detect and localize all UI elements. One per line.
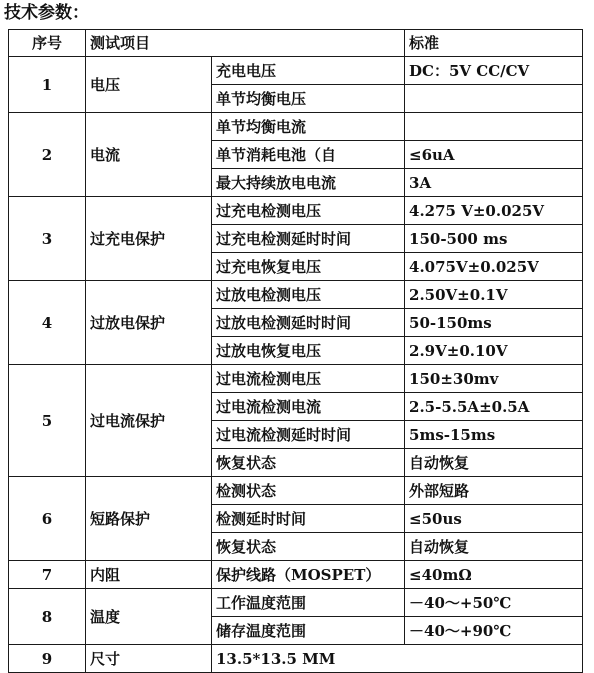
- test-item-name: 内阻: [86, 561, 212, 589]
- standard-value: 50-150ms: [405, 309, 583, 337]
- test-item-name: 电压: [86, 57, 212, 113]
- table-row: [9, 561, 583, 589]
- standard-value: 2.9V±0.10V: [405, 337, 583, 365]
- test-condition: 过电流检测电压: [212, 365, 405, 393]
- row-number: 5: [9, 365, 86, 477]
- standard-value: 2.5-5.5A±0.5A: [405, 393, 583, 421]
- standard-value: ≤50us: [405, 505, 583, 533]
- standard-value: 自动恢复: [405, 449, 583, 477]
- standard-value: [405, 85, 583, 113]
- header-standard: 标准: [405, 30, 583, 57]
- merged-standard-value: 13.5*13.5 MM: [212, 645, 583, 673]
- test-item-name: 尺寸: [86, 645, 212, 673]
- test-item-name: 短路保护: [86, 477, 212, 561]
- row-number: 7: [9, 561, 86, 589]
- test-condition: 过充电检测延时时间: [212, 225, 405, 253]
- row-number: 1: [9, 57, 86, 113]
- header-item: 测试项目: [86, 30, 405, 57]
- table-row: [9, 197, 583, 225]
- test-item-name: 过放电保护: [86, 281, 212, 365]
- test-item-name: 温度: [86, 589, 212, 645]
- row-number: 9: [9, 645, 86, 673]
- row-number: 4: [9, 281, 86, 365]
- test-condition: 单节消耗电池（自: [212, 141, 405, 169]
- test-condition: 检测状态: [212, 477, 405, 505]
- test-condition: 过电流检测延时时间: [212, 421, 405, 449]
- spec-table: [8, 29, 583, 673]
- test-condition: 过放电检测延时时间: [212, 309, 405, 337]
- test-condition: 最大持续放电电流: [212, 169, 405, 197]
- row-number: 6: [9, 477, 86, 561]
- standard-value: [405, 113, 583, 141]
- test-condition: 过充电检测电压: [212, 197, 405, 225]
- standard-value: 4.075V±0.025V: [405, 253, 583, 281]
- header-seq: 序号: [9, 30, 86, 57]
- section-title: 技术参数：: [4, 3, 89, 23]
- table-row: [9, 645, 583, 673]
- standard-value: －40～+50℃: [405, 589, 583, 617]
- test-condition: 充电电压: [212, 57, 405, 85]
- standard-value: 4.275 V±0.025V: [405, 197, 583, 225]
- table-row: [9, 57, 583, 85]
- test-item-name: 电流: [86, 113, 212, 197]
- test-condition: 单节均衡电流: [212, 113, 405, 141]
- standard-value: 150-500 ms: [405, 225, 583, 253]
- table-row: [9, 365, 583, 393]
- test-condition: 储存温度范围: [212, 617, 405, 645]
- standard-value: ≤6uA: [405, 141, 583, 169]
- test-condition: 检测延时时间: [212, 505, 405, 533]
- standard-value: －40～+90℃: [405, 617, 583, 645]
- standard-value: 外部短路: [405, 477, 583, 505]
- standard-value: 150±30mv: [405, 365, 583, 393]
- test-condition: 恢复状态: [212, 449, 405, 477]
- table-row: [9, 281, 583, 309]
- test-item-name: 过充电保护: [86, 197, 212, 281]
- table-row: [9, 477, 583, 505]
- test-condition: 过放电检测电压: [212, 281, 405, 309]
- row-number: 2: [9, 113, 86, 197]
- test-condition: 恢复状态: [212, 533, 405, 561]
- test-condition: 单节均衡电压: [212, 85, 405, 113]
- standard-value: ≤40mΩ: [405, 561, 583, 589]
- standard-value: DC：5V CC/CV: [405, 57, 583, 85]
- table-row: [9, 589, 583, 617]
- standard-value: 2.50V±0.1V: [405, 281, 583, 309]
- standard-value: 3A: [405, 169, 583, 197]
- row-number: 3: [9, 197, 86, 281]
- test-condition: 工作温度范围: [212, 589, 405, 617]
- test-condition: 过电流检测电流: [212, 393, 405, 421]
- standard-value: 5ms-15ms: [405, 421, 583, 449]
- row-number: 8: [9, 589, 86, 645]
- test-item-name: 过电流保护: [86, 365, 212, 477]
- table-row: [9, 113, 583, 141]
- test-condition: 保护线路（MOSPET）: [212, 561, 405, 589]
- test-condition: 过充电恢复电压: [212, 253, 405, 281]
- test-condition: 过放电恢复电压: [212, 337, 405, 365]
- table-header-row: [9, 30, 583, 57]
- standard-value: 自动恢复: [405, 533, 583, 561]
